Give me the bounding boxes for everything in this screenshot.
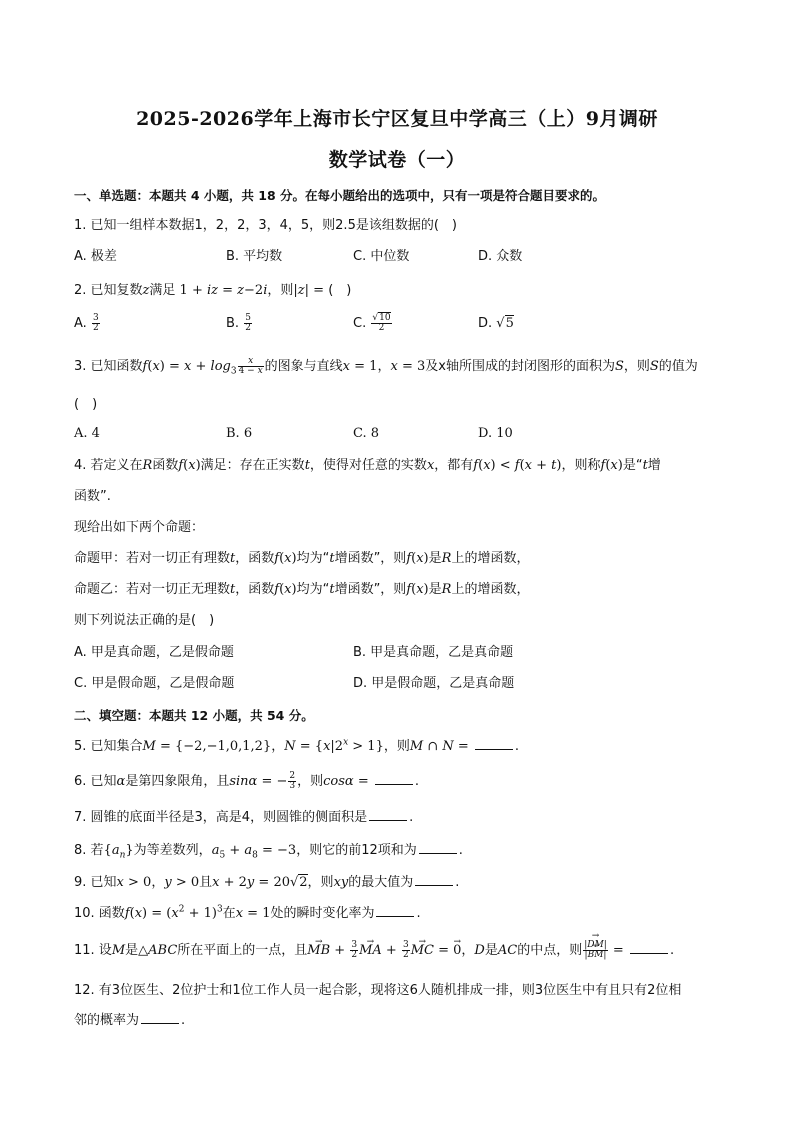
q4-option-b: B. 甲是真命题，乙是真命题 (353, 645, 514, 660)
q4-option-a: A. 甲是真命题，乙是假命题 (74, 645, 234, 660)
q2-option-d: D. √5 (478, 316, 514, 331)
q1-option-c: C. 中位数 (353, 249, 410, 264)
q1-option-a: A. 极差 (74, 249, 117, 264)
q1-option-b: B. 平均数 (226, 249, 283, 264)
question-12-line-2: 邻的概率为 . (74, 1013, 186, 1028)
q1-option-d: D. 众数 (478, 249, 523, 264)
section-heading-single-choice: 一、单选题：本题共 4 小题，共 18 分。在每小题给出的选项中，只有一项是符合题目要求的。 (74, 188, 606, 203)
question-4-stem: 4. 若定义在R函数f(x)满足：存在正实数t，使得对任意的实数x，都有f(x) < f(x + t)，则称f(x)是“t增 (74, 458, 661, 473)
question-9: 9. 已知x > 0，y > 0且x + 2y = 20√2，则xy的最大值为 . (74, 875, 460, 890)
question-6: 6. 已知α是第四象限角，且sinα = − $\frac{2}{3}$ ，则cosα = . (74, 771, 420, 791)
question-2-stem: 2. 已知复数z满足 1 + iz = z−2i，则|z| = ( ) (74, 283, 352, 298)
exam-subtitle: 数学试卷（一） (328, 149, 466, 171)
question-4-proposition-a: 命题甲：若对一切正有理数t，函数f(x)均为“t增函数”，则f(x)是R上的增函数， (74, 551, 530, 566)
question-4-line-2: 函数”. (74, 489, 111, 504)
question-4-proposition-b: 命题乙：若对一切正无理数t，函数f(x)均为“t增函数”，则f(x)是R上的增函数， (74, 582, 530, 597)
question-3-line-2: ( ) (74, 397, 98, 412)
section-heading-fill-in: 二、填空题：本题共 12 小题，共 54 分。 (74, 708, 314, 723)
q3-option-b: B. 6 (226, 426, 253, 441)
question-8: 8. 若$\{a_n\}$为等差数列，$a_5 + a_8 = -3$，则它的前12项和为 . (74, 843, 463, 861)
exam-title: 2025-2026学年上海市长宁区复旦中学高三（上）9月调研 (136, 108, 658, 130)
q3-option-c: C. 8 (353, 426, 380, 441)
question-10: 10. 函数$f(x) = (x^2 + 1)^3$在x = 1处的瞬时变化率为 . (74, 904, 421, 921)
q2-option-c: C. $\frac{√10}{2}$ (353, 313, 391, 333)
question-1-stem: 1. 已知一组样本数据1，2，2，3，4，5，则2.5是该组数据的( ) (74, 218, 457, 233)
q4-option-c: C. 甲是假命题，乙是假命题 (74, 676, 235, 691)
question-4-line-3: 现给出如下两个命题： (74, 520, 205, 535)
q3-option-d: D. 10 (478, 426, 513, 441)
question-11: 11. 设M是△ABC所在平面上的一点，且→ MB + $\frac{3}{2}$ → MA + $\frac{3}{2}$ → MC = → 0，D是AC的中点，则 $\frac{|\to DM|}{|\to BM|}$ = . (74, 941, 674, 961)
q4-option-d: D. 甲是假命题，乙是真命题 (353, 676, 515, 691)
question-12-line-1: 12. 有3位医生、2位护士和1位工作人员一起合影，现将这6人随机排成一排，则3位医生中有且只有2位相 (74, 983, 682, 998)
question-4-line-6: 则下列说法正确的是( ) (74, 613, 215, 628)
q3-option-a: A. 4 (74, 426, 100, 441)
q2-option-b: B. $\frac{5}{2}$ (226, 313, 251, 333)
question-7: 7. 圆锥的底面半径是3，高是4，则圆锥的侧面积是 . (74, 810, 414, 825)
q2-option-a: A. $\frac{3}{2}$ (74, 313, 99, 333)
question-3-stem: 3. 已知函数$f(x) = x + \log_3$ $\frac{x}{4 - x}$ 的图象与直线x = 1，x = 3及x轴所围成的封闭图形的面积为S，则S的值为 (74, 356, 698, 377)
question-5: 5. 已知集合M = {−2,−1,0,1,2}，$N = \{x|2^x > 1\}$，则M ∩ N = . (74, 737, 520, 754)
